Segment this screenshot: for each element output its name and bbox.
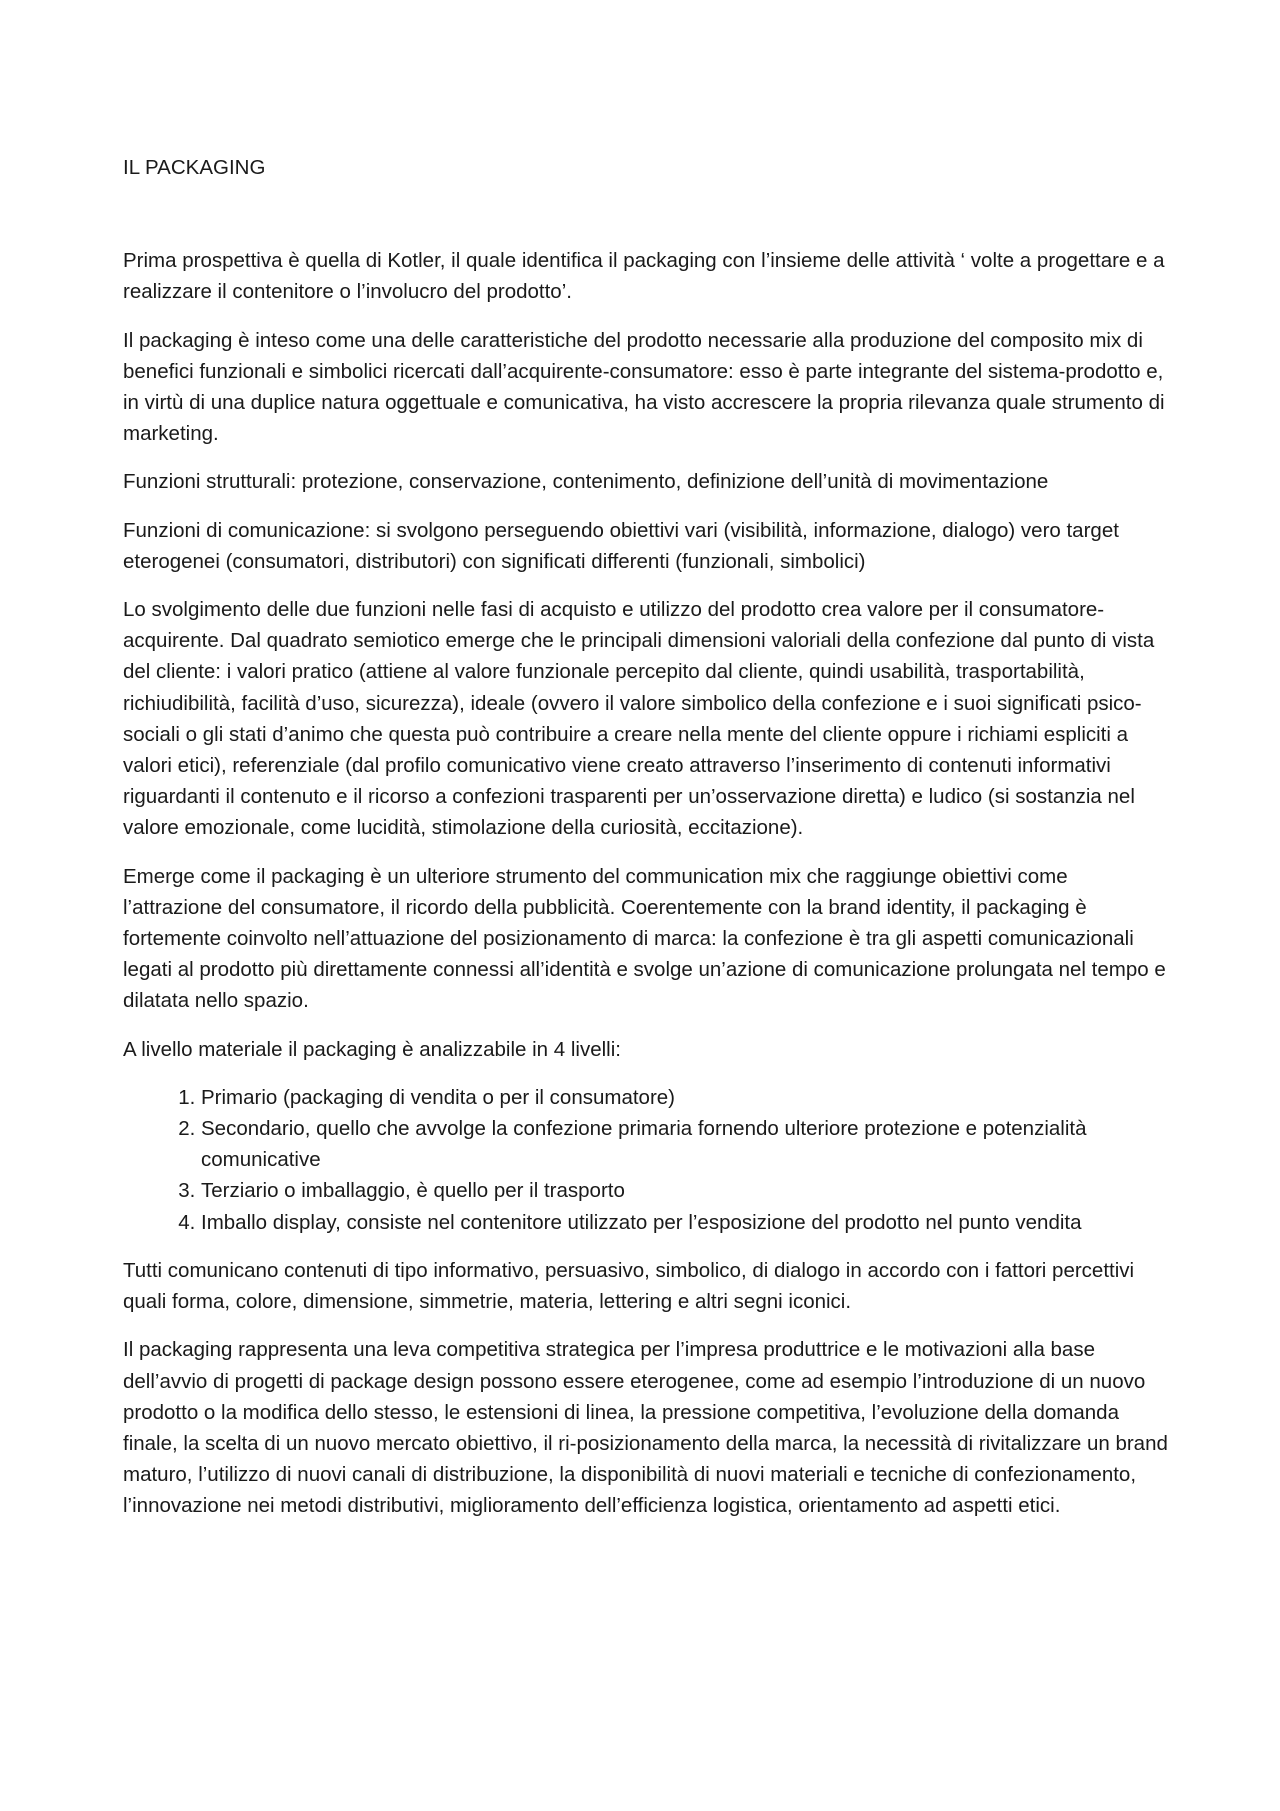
paragraph-competitive-lever: Il packaging rappresenta una leva competitiva strategica per l’impresa produttrice e le motivazioni alla base dell’avvio di progetti di package design possono essere eterogenee, come ad esempio l’introduzione di un nuovo prodotto o la modifica dello stesso, le estensioni di linea, la pressione competitiva, l’evoluzione della domanda finale, la scelta di un nuovo mercato obiettivo, il ri-posizionamento della marca, la necessità di rivitalizzare un brand maturo, l’utilizzo di nuovi canali di distribuzione, la disponibilità di nuovi materiali e tecniche di confezionamento, l’innovazione nei metodi distributivi, miglioramento dell’efficienza logistica, orientamento ad aspetti etici. xyxy=(123,1338,1168,1518)
document-page xyxy=(123,152,1168,1539)
list-item: 4. Imballo display, consiste nel contenitore utilizzato per l’esposizione del prodotto nel punto vendita xyxy=(201,1207,1168,1238)
packaging-levels-list xyxy=(123,1082,1168,1238)
paragraph-packaging-definition: Il packaging è inteso come una delle caratteristiche del prodotto necessarie alla produzione del composito mix di benefici funzionali e simbolici ricercati dall’acquirente-consumatore: esso è parte integrante del sistema-prodotto e, in virtù di una duplice natura oggettuale e comunicativa, ha visto accrescere la propria rilevanza quale strumento di marketing. xyxy=(123,328,1165,446)
list-item: 1. Primario (packaging di vendita o per il consumatore) xyxy=(201,1082,1168,1113)
document-title: IL PACKAGING xyxy=(123,156,266,179)
paragraph-structural-functions: Funzioni strutturali: protezione, conservazione, contenimento, definizione dell’unità di movimentazione xyxy=(123,470,1049,494)
paragraph-communication-mix: Emerge come il packaging è un ulteriore strumento del communication mix che raggiunge obiettivi come l’attrazione del consumatore, il ricordo della pubblicità. Coerentemente con la brand identity, il packaging è fortemente coinvolto nell’attuazione del posizionamento di marca: la confezione è tra gli aspetti comunicazionali legati al prodotto più direttamente connessi all’identità e svolge un’azione di comunicazione prolungata nel tempo e dilatata nello spazio. xyxy=(123,864,1166,1013)
paragraph-communication-functions: Funzioni di comunicazione: si svolgono perseguendo obiettivi vari (visibilità, informazione, dialogo) vero target eterogenei (consumatori, distributori) con significati differenti (funzionali, simbolici) xyxy=(123,518,1119,573)
list-item: 2. Secondario, quello che avvolge la confezione primaria fornendo ulteriore protezione e potenzialità comunicative xyxy=(201,1113,1168,1175)
list-item: 3. Terziario o imballaggio, è quello per il trasporto xyxy=(201,1175,1168,1206)
paragraph-kotler: Prima prospettiva è quella di Kotler, il quale identifica il packaging con l’insieme delle attività ‘ volte a progettare e a realizzare il contenitore o l’involucro del prodotto’. xyxy=(123,249,1165,304)
paragraph-material-levels-intro: A livello materiale il packaging è analizzabile in 4 livelli: xyxy=(123,1037,621,1061)
paragraph-value-dimensions: Lo svolgimento delle due funzioni nelle fasi di acquisto e utilizzo del prodotto crea valore per il consumatore-acquirente. Dal quadrato semiotico emerge che le principali dimensioni valoriali della confezione dal punto di vista del cliente: i valori pratico (attiene al valore funzionale percepito dal cliente, quindi usabilità, trasportabilità, richiudibilità, facilità d’uso, sicurezza), ideale (ovvero il valore simbolico della confezione e i suoi significati psico-sociali o gli stati d’animo che questa può contribuire a creare nella mente del cliente oppure i richiami espliciti a valori etici), referenziale (dal profilo comunicativo viene creato attraverso l’inserimento di contenuti informativi riguardanti il contenuto e il ricorso a confezioni trasparenti per un’osservazione diretta) e ludico (si sostanzia nel valore emozionale, come lucidità, stimolazione della curiosità, eccitazione). xyxy=(123,598,1155,840)
paragraph-perceptual-factors: Tutti comunicano contenuti di tipo informativo, persuasivo, simbolico, di dialogo in accordo con i fattori percettivi quali forma, colore, dimensione, simmetrie, materia, lettering e altri segni iconici. xyxy=(123,1258,1135,1314)
